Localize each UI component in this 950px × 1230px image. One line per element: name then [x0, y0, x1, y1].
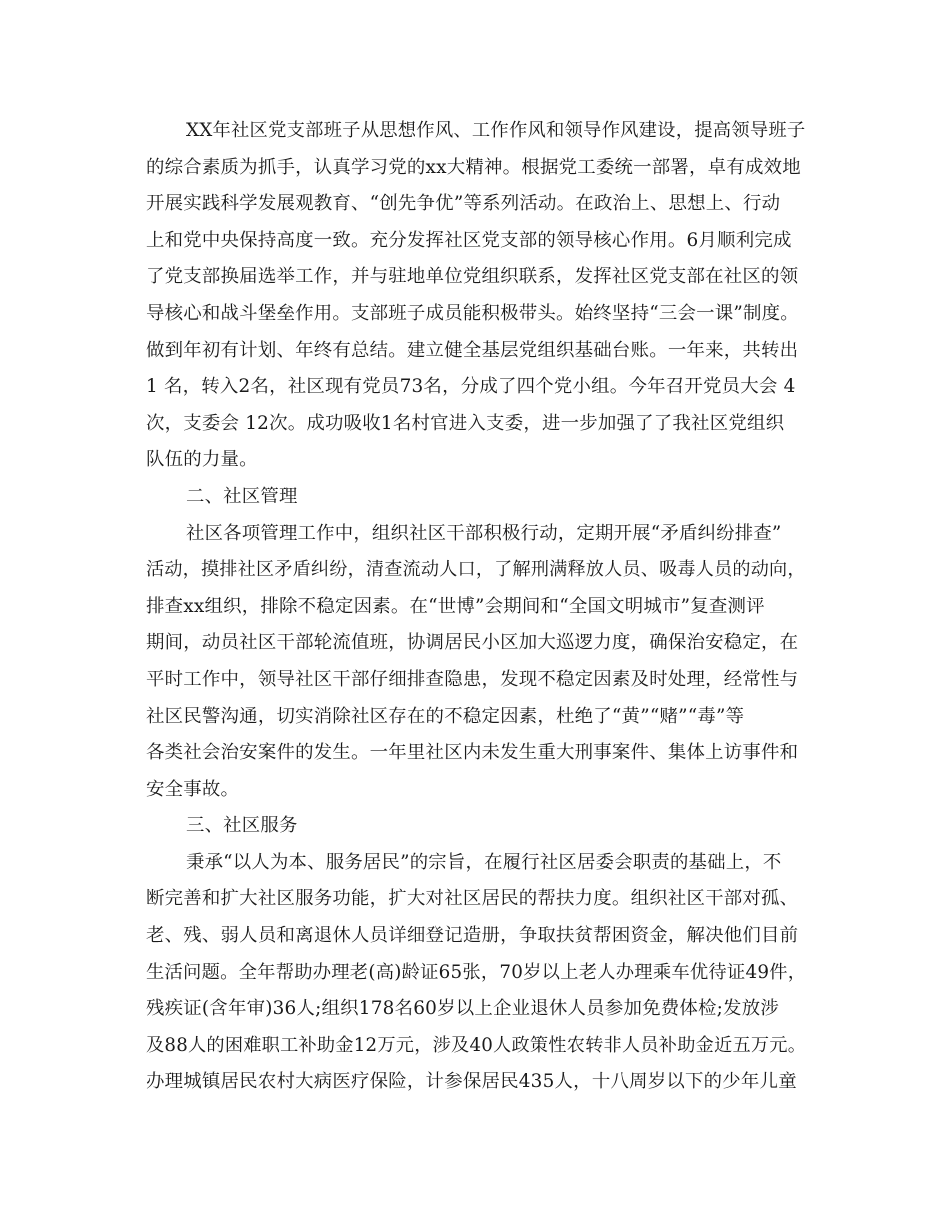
text-line: 及88人的困难职工补助金12万元，涉及40人政策性农转非人员补助金近五万元。 [146, 1034, 807, 1056]
text-line: 各类社会治安案件的发生。一年里社区内未发生重大刑事案件、集体上访事件和 [146, 742, 799, 764]
text-line: 三、社区服务 [186, 815, 298, 837]
text-line: 上和党中央保持高度一致。充分发挥社区党支部的领导核心作用。6月顺利完成 [146, 229, 792, 251]
text-line: 排查xx组织，排除不稳定因素。在“世博”会期间和“全国文明城市”复查测评 [146, 595, 765, 617]
text-line: 导核心和战斗堡垒作用。支部班子成员能积极带头。始终坚持“三会一课”制度。 [146, 302, 799, 324]
text-line: 秉承“以人为本、服务居民”的宗旨，在履行社区居委会职责的基础上，不 [186, 851, 782, 873]
text-line: 社区民警沟通，切实消除社区存在的不稳定因素，杜绝了“黄”“赌”“毒”等 [146, 705, 745, 727]
text-line: XX年社区党支部班子从思想作风、工作作风和领导作风建设，提高领导班子 [186, 120, 806, 141]
text-line: 1 名，转入2名，社区现有党员73名，分成了四个党小组。今年召开党员大会 4 [146, 376, 796, 398]
text-line: 生活问题。全年帮助办理老(高)龄证65张，70岁以上老人办理乘车优待证49件， [146, 961, 807, 983]
text-line: 了党支部换届选举工作，并与驻地单位党组织联系，发挥社区党支部在社区的领 [146, 266, 799, 288]
text-line: 断完善和扩大社区服务功能，扩大对社区居民的帮扶力度。组织社区干部对孤、 [146, 888, 799, 910]
text-line: 活动，摸排社区矛盾纠纷，清查流动人口，了解刑满释放人员、吸毒人员的动向， [146, 559, 806, 581]
text-line: 安全事故。 [146, 778, 240, 800]
text-line: 残疾证(含年审)36人;组织178名60岁以上企业退休人员参加免费体检;发放涉 [146, 998, 779, 1020]
text-line: 次，支委会 12次。成功吸收1名村官进入支委，进一步加强了了我社区党组织 [146, 412, 785, 434]
text-line: 办理城镇居民农村大病医疗保险，计参保居民435人，十八周岁以下的少年儿童 [146, 1071, 797, 1093]
text-line: 队伍的力量。 [146, 449, 258, 471]
text-line: 期间，动员社区干部轮流值班，协调居民小区加大巡逻力度，确保治安稳定，在 [146, 632, 799, 654]
text-line: 老、残、弱人员和离退休人员详细登记造册，争取扶贫帮困资金，解决他们目前 [146, 925, 799, 947]
text-line: 平时工作中，领导社区干部仔细排查隐患，发现不稳定因素及时处理，经常性与 [146, 668, 799, 690]
document-body [146, 113, 826, 1101]
text-line: 的综合素质为抓手，认真学习党的xx大精神。根据党工委统一部署，卓有成效地 [146, 156, 801, 178]
text-line: 做到年初有计划、年终有总结。建立健全基层党组织基础台账。一年来，共转出 [146, 339, 799, 361]
text-line: 二、社区管理 [186, 485, 298, 507]
text-line: 社区各项管理工作中，组织社区干部积极行动，定期开展“矛盾纠纷排查” [186, 522, 782, 544]
text-line: 开展实践科学发展观教育、“创先争优”等系列活动。在政治上、思想上、行动 [146, 193, 781, 215]
